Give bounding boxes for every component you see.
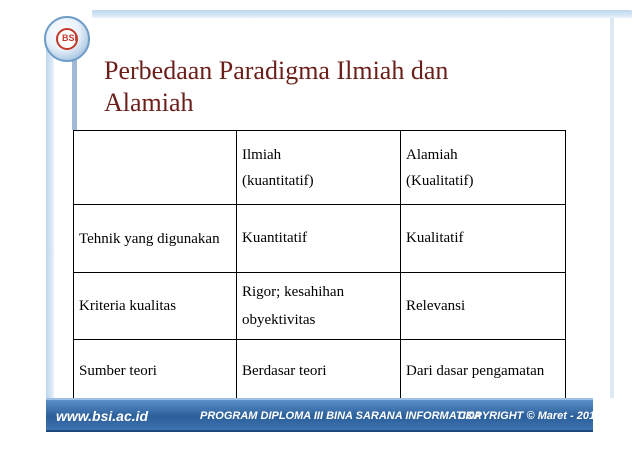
left-decorative-bar (46, 40, 54, 432)
header-alamiah-sublabel: (Kualitatif) (406, 172, 474, 189)
table-row (74, 205, 566, 273)
row-ilmiah-line: obyektivitas (242, 312, 316, 328)
header-ilmiah-label: Ilmiah (242, 146, 282, 163)
row-label: Tehnik yang digunakan (79, 230, 220, 247)
footer-copyright: COPYRIGHT © Maret - 2015 (458, 410, 602, 422)
footer-banner (46, 398, 602, 432)
row-ilmiah-cell: Kuantitatif (237, 205, 401, 273)
bsi-logo-icon (44, 16, 90, 62)
header-alamiah-cell (401, 131, 566, 205)
header-empty-cell (74, 131, 237, 205)
header-ilmiah-cell (237, 131, 401, 205)
row-ilmiah-line: Rigor; kesahihan (242, 284, 345, 300)
logo-inner-ring (56, 28, 78, 50)
row-alamiah-cell: Kualitatif (401, 205, 566, 273)
row-alamiah-cell: Relevansi (401, 273, 566, 340)
slide-title: Perbedaan Paradigma Ilmiah dan Alamiah (104, 56, 449, 117)
table-row (74, 340, 566, 403)
footer-program: PROGRAM DIPLOMA III BINA SARANA INFORMATIKA (200, 410, 482, 422)
logo-mark: BSI (62, 33, 78, 43)
right-decorative-bar (610, 18, 614, 398)
table-header-row (74, 131, 566, 205)
table-row (74, 273, 566, 340)
header-alamiah-label: Alamiah (406, 146, 458, 163)
header-ilmiah-sublabel: (kuantitatif) (242, 172, 314, 189)
row-label-cell: Kriteria kualitas (74, 273, 237, 340)
row-ilmiah-cell: Berdasar teori (237, 340, 401, 403)
row-ilmiah-cell (237, 273, 401, 340)
row-alamiah-cell (401, 340, 566, 403)
row-alamiah-text: Dari dasar pengamatan (406, 363, 545, 379)
row-label-cell: Sumber teori (74, 340, 237, 403)
left-accent-bar (72, 60, 77, 130)
comparison-table (73, 130, 566, 403)
top-decorative-bar (92, 10, 632, 18)
row-label-cell (74, 205, 237, 273)
footer-url: www.bsi.ac.id (56, 408, 149, 424)
